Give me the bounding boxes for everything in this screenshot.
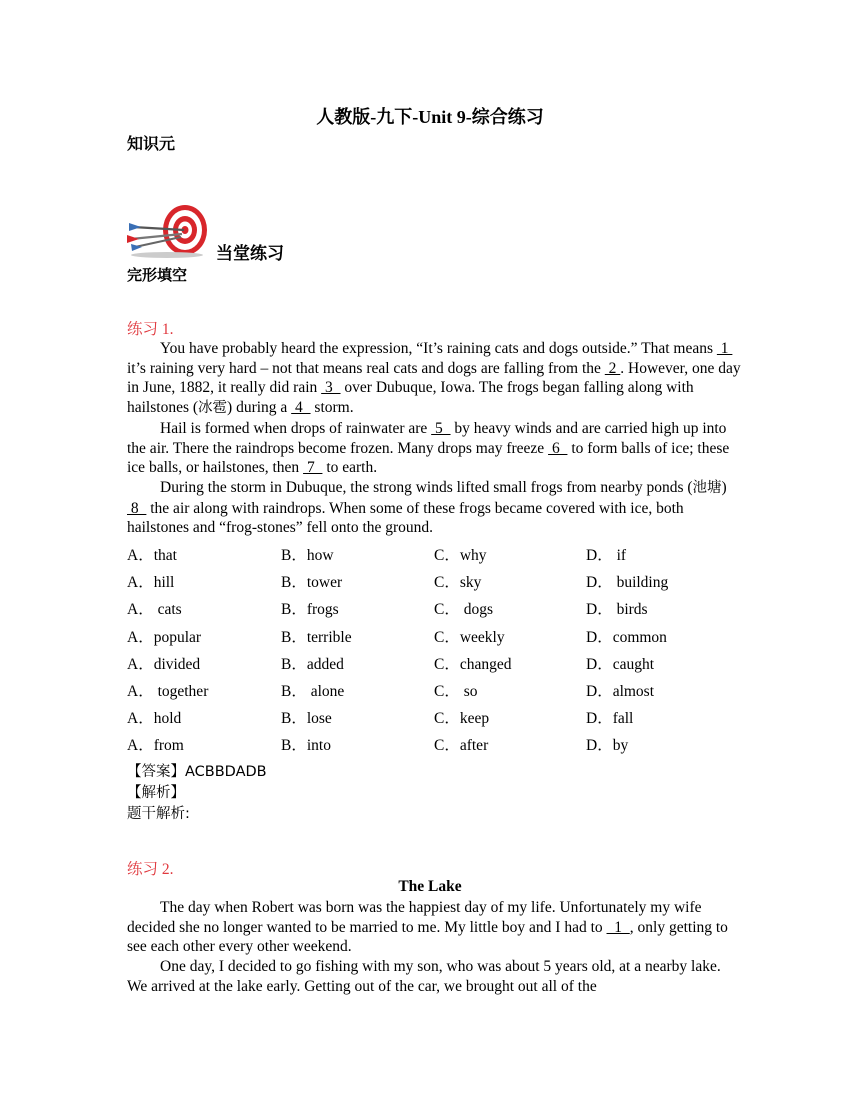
analysis-note: 题干解析: [127, 806, 190, 822]
option-choice: A． cats [127, 601, 182, 619]
chinese-gloss: 冰雹 [198, 400, 228, 417]
text-run: to earth. [322, 459, 378, 477]
exercise-2-label: 练习 2. [127, 861, 174, 878]
text-run: Hail is formed when drops of rainwater are [160, 419, 432, 437]
blank: 2 [604, 359, 621, 377]
blank: 7 [303, 459, 323, 477]
exercise-1-label: 练习 1. [127, 321, 174, 338]
section-subheading-cloze: 完形填空 [127, 266, 188, 284]
option-choice: B．terrible [281, 628, 352, 646]
text-run: over Dubuque, Iowa. The frogs began falling along with hailstones ( [127, 379, 694, 417]
exercise-2-passage [127, 898, 743, 997]
text-run: , only getting to see each other every other weekend. [127, 918, 728, 956]
exercise-1-passage [127, 339, 743, 538]
answer-line: 【答案】ACBBDADB [127, 764, 267, 780]
blank: 6 [548, 439, 568, 457]
exercise-2-title: The Lake [398, 878, 462, 895]
option-choice: C．changed [434, 655, 512, 673]
option-choice: C．sky [434, 574, 482, 592]
target-icon [127, 203, 211, 259]
paragraph [127, 957, 743, 996]
section-heading-knowledge: 知识元 [127, 134, 176, 153]
option-choice: B．how [281, 547, 334, 564]
blank: 4 [291, 399, 311, 417]
page-title: 人教版-九下-Unit 9-综合练习 [316, 107, 544, 127]
option-choice: A．that [127, 547, 177, 564]
option-choice: D．almost [586, 682, 655, 700]
option-choice: D．fall [586, 710, 634, 728]
option-choice: D． birds [586, 601, 648, 619]
option-choice: D．by [586, 737, 629, 755]
option-choice: A．from [127, 737, 184, 755]
option-choice: C．weekly [434, 628, 505, 646]
option-choice: A． together [127, 682, 209, 700]
paragraph [127, 898, 743, 957]
option-choice: C．after [434, 737, 489, 755]
text-run: ) [721, 478, 727, 496]
text-run: One day, I decided to go fishing with my son, who was about 5 years old, at a nearby lake. We arrived at the lake early. Getting out of the car, we brought out all of the [127, 958, 721, 995]
option-choice: D． building [586, 574, 669, 592]
text-run: the air along with raindrops. When some of these frogs became covered with ice, both hailstones and “frog-stones” fell onto the ground. [127, 499, 684, 537]
option-choice: C．keep [434, 710, 490, 728]
option-choice: A．hold [127, 710, 182, 728]
option-choice: B．into [281, 737, 331, 755]
option-choice: B．lose [281, 710, 332, 728]
text-run: The day when Robert was born was the happiest day of my life. Unfortunately my wife decided she no longer wanted to be married to me. My little boy and I had to [127, 899, 702, 936]
text-run: . However, one day in June, 1882, it really did rain [127, 359, 741, 397]
paragraph [127, 419, 743, 478]
paragraph [127, 478, 743, 538]
option-choice: B． alone [281, 682, 345, 700]
chinese-gloss: 池塘 [692, 479, 722, 496]
text-run: You have probably heard the expression, “It’s raining cats and dogs outside.” That means [160, 340, 717, 357]
option-choice: B．tower [281, 574, 343, 592]
option-choice: A．hill [127, 574, 175, 592]
paragraph [127, 339, 743, 419]
option-choice: D．caught [586, 655, 655, 673]
option-choice: D．common [586, 628, 667, 646]
text-run: by heavy winds and are carried high up into the air. There the raindrops become frozen. Many drops may freeze [127, 419, 727, 457]
blank: 1 [606, 918, 630, 936]
blank: 8 [127, 499, 147, 517]
option-choice: C． so [434, 682, 478, 700]
text-run: ) during a [227, 399, 292, 417]
option-choice: A．divided [127, 655, 201, 673]
option-choice: A．popular [127, 628, 202, 646]
text-run: it’s raining very hard – not that means real cats and dogs are falling from the [127, 359, 605, 377]
blank: 3 [321, 379, 341, 397]
option-choice: B．frogs [281, 601, 339, 619]
option-choice: C．why [434, 547, 487, 564]
section-heading-practice: 当堂练习 [216, 244, 284, 264]
blank: 5 [431, 419, 451, 437]
option-choice: D． if [586, 547, 627, 564]
option-choice: C． dogs [434, 601, 493, 619]
blank: 1 [716, 340, 733, 357]
option-choice: B．added [281, 655, 344, 673]
text-run: During the storm in Dubuque, the strong winds lifted small frogs from nearby ponds ( [160, 478, 693, 496]
text-run: to form balls of ice; these ice balls, or hailstones, then [127, 439, 730, 477]
text-run: storm. [310, 399, 354, 417]
analysis-heading: 【解析】 [127, 785, 185, 801]
